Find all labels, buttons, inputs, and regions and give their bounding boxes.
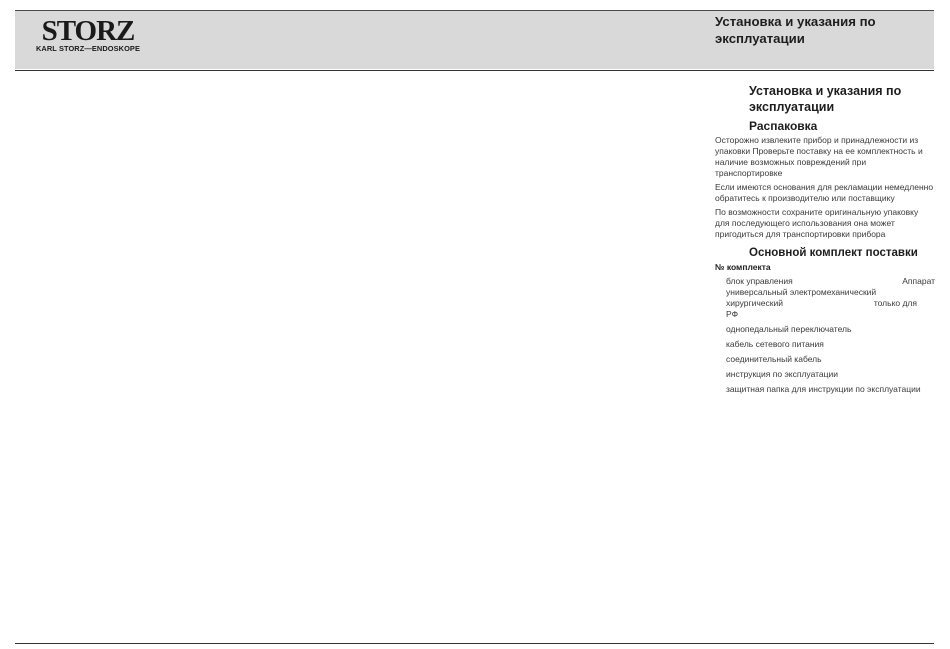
list-item: соединительный кабель: [726, 354, 822, 364]
kit-item-text: Аппарат: [902, 276, 935, 286]
list-item: [726, 276, 935, 320]
kit-item-text: блок управления: [726, 276, 793, 286]
kit-items-list: [715, 276, 935, 395]
section-main-heading: Установка и указания по эксплуатации: [749, 84, 902, 114]
content-column: [715, 84, 935, 399]
kit-heading: Основной комплект поставки: [749, 247, 918, 259]
kit-item-text: РФ: [726, 309, 739, 319]
page-header-title: Установка и указания по эксплуатации: [715, 14, 876, 46]
storz-logo: [36, 17, 148, 53]
kit-item-row: [726, 298, 935, 309]
kit-item-text: универсальный электромеханический: [726, 287, 877, 297]
list-item: кабель сетевого питания: [726, 339, 824, 349]
storz-logo-mark: [36, 17, 140, 43]
unpacking-paragraph-3: По возможности сохраните оригинальную упаковку для последующего использования она может пригодиться для транспортировки прибора: [715, 207, 919, 239]
kit-item-row: [726, 276, 935, 287]
kit-number-label: № комплекта: [715, 262, 771, 272]
list-item: однопедальный переключатель: [726, 324, 852, 334]
unpacking-heading: Распаковка: [749, 119, 818, 133]
list-item: защитная папка для инструкции по эксплуатации: [726, 384, 921, 394]
kit-item-text: только для: [873, 298, 917, 308]
list-item: инструкция по эксплуатации: [726, 369, 839, 379]
kit-item-text: хирургический: [726, 298, 783, 308]
unpacking-paragraph-2: Если имеются основания для рекламации немедленно обратитесь к производителю или поставщику: [715, 182, 934, 203]
header-divider: [15, 70, 934, 71]
logo-wordmark: STORZ: [41, 17, 135, 43]
logo-subtitle: KARL STORZ—ENDOSKOPE: [36, 44, 140, 53]
footer-divider: [15, 643, 934, 644]
unpacking-paragraph-1: Осторожно извлеките прибор и принадлежности из упаковки Проверьте поставку на ее комплектность и наличие возможных повреждений при транспортировке: [715, 135, 923, 178]
